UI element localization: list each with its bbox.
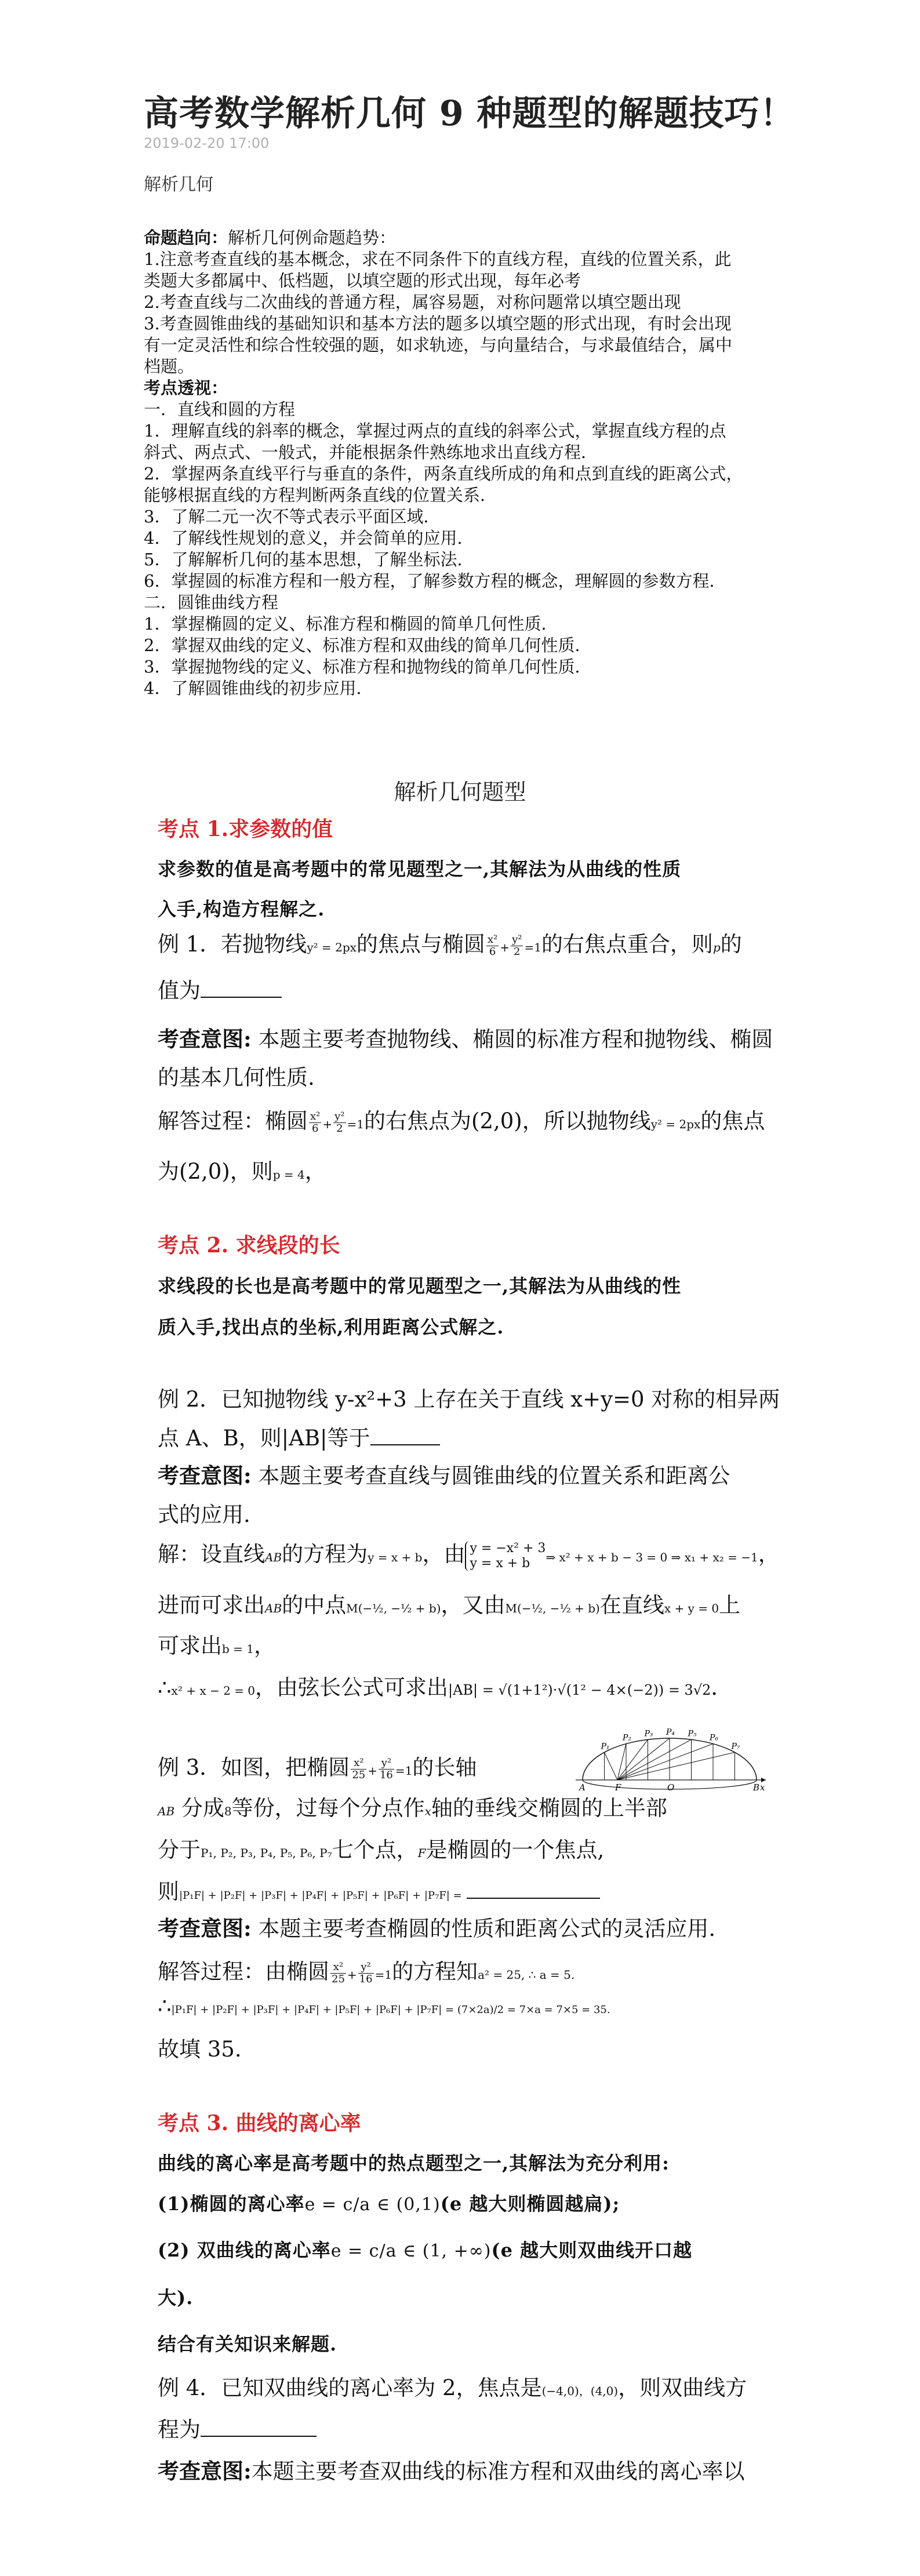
- ex3-2b: 分成: [174, 1796, 224, 1821]
- point-label-a: A: [579, 1782, 586, 1793]
- intro-line: [144, 592, 793, 613]
- kp3-item2-a: (2) 双曲线的离心率: [158, 2239, 331, 2261]
- kp2-sol5-a: 解答过程：由椭圆: [158, 1959, 329, 1984]
- intro-line-text: 2．掌握两条直线平行与垂直的条件，两条直线所成的角和点到直线的距离公式，: [144, 464, 743, 484]
- kp2-title: 考点 2. 求线段的长: [158, 1233, 340, 1258]
- kp3-intent-line: [158, 2454, 745, 2485]
- intro-line: [144, 613, 793, 635]
- intro-line-text: 2．掌握双曲线的定义、标准方程和双曲线的简单几何性质．: [144, 635, 592, 655]
- intro-line-text: 斜式、两点式、一般式，并能根据条件熟练地求出直线方程．: [144, 442, 598, 462]
- kp3-intent-label: 考查意图:: [158, 2458, 252, 2484]
- ellipse-figure-labels: [578, 1728, 765, 1793]
- kp2-intent-line2: 式的应用.: [158, 1502, 250, 1527]
- kp2-solution6-line: [158, 1993, 610, 2018]
- intro-line-text: 能够根据直线的方程判断两条直线的位置关系．: [144, 485, 497, 505]
- intro-line-text: 3.考查圆锥曲线的基础知识和基本方法的题多以填空题的形式出现，有时会出现: [144, 314, 732, 333]
- axis-label-x: x: [760, 1782, 765, 1793]
- kp2-sol3-c: ，: [254, 1633, 275, 1658]
- kp2-solution7-line: 故填 35.: [158, 2037, 242, 2062]
- intro-line: [144, 656, 793, 678]
- intro-line: [144, 227, 793, 249]
- kp2-intent3-text: 本题主要考查椭圆的性质和距离公式的灵活应用.: [251, 1916, 716, 1941]
- kp2-desc-line2: 质入手,找出点的坐标,利用距离公式解之.: [158, 1316, 504, 1338]
- ex4-question: 程为: [158, 2417, 201, 2442]
- kp2-sol1-ab: AB: [265, 1550, 282, 1564]
- kp1-sol-c: 的焦点: [700, 1109, 765, 1133]
- intro-line-text: 1．理解直线的斜率的概念，掌握过两点的直线的斜率公式，掌握直线方程的点: [144, 421, 726, 441]
- ex1-question: 值为: [158, 978, 201, 1003]
- intro-line: [144, 571, 793, 592]
- ex3-2d: 轴的垂线交椭圆的上半部: [431, 1796, 667, 1821]
- kp1-intent-label: 考查意图:: [158, 1026, 252, 1052]
- example-3-line4: [158, 1874, 600, 1905]
- kp2-solution-line4: [158, 1670, 732, 1701]
- kp3-item2-b: (e 越大则双曲线开口越: [491, 2239, 693, 2261]
- example-3-line1: 例 3．如图，把椭圆 $\frac{\text{x²}}{25}$ + $\frac{\text{y²}}{16}$ =1的长轴: [158, 1755, 477, 1781]
- ex4-sep: ，: [579, 2384, 591, 2398]
- kp2-sol1-eq: y = x + b: [368, 1550, 423, 1564]
- ex2-answer-blank[interactable]: [370, 1427, 440, 1445]
- ex1-tail: 的右焦点重合，则: [541, 932, 713, 957]
- ex3-4sum: |P₁F| + |P₂F| + |P₃F| + |P₄F| + |P₅F| + |P₆F| + |P₇F| =: [179, 1890, 462, 1902]
- kp2-sol2-line: x + y = 0: [664, 1601, 719, 1615]
- point-label-p2: P₂: [623, 1733, 632, 1743]
- kp1-intent-line1: [158, 1022, 773, 1053]
- intro-line: [144, 635, 793, 656]
- kp2-sol3-b: b = 1: [222, 1642, 254, 1656]
- intro-line-text: 3．掌握抛物线的定义、标准方程和抛物线的简单几何性质．: [144, 657, 592, 677]
- ex3-ab: AB: [158, 1804, 175, 1818]
- ex3-3b: 七个点，: [332, 1837, 418, 1862]
- intro-line-label: 命题趋向：: [144, 228, 228, 248]
- ex3-1b: 的长轴: [412, 1755, 477, 1780]
- intro-line: [144, 399, 793, 420]
- kp1-desc-line1: 求参数的值是高考题中的常见题型之一,其解法为从曲线的性质: [158, 858, 682, 880]
- kp2-sol2-c: ，又由: [441, 1593, 506, 1618]
- kp2-sol5-c: a² = 25, ∴ a = 5.: [478, 1968, 575, 1982]
- ex3-3c: 是椭圆的一个焦点,: [426, 1837, 605, 1862]
- kp2-sol1-a: 解：设直线: [158, 1542, 265, 1567]
- ex4-focus2: (4,0): [590, 2384, 619, 2398]
- point-label-p5: P₅: [688, 1729, 697, 1739]
- kp3-desc-end: 结合有关知识来解题.: [158, 2333, 337, 2355]
- intro-line-text: 一．直线和圆的方程: [144, 399, 296, 419]
- kp2-sol2-m2: M(−½, −½ + b): [505, 1601, 600, 1615]
- kp2-sol5-frac1: $\frac{\text{x²}}{25}$: [332, 1961, 345, 1985]
- kp1-sol2-b: ，: [304, 1159, 326, 1184]
- kp3-desc-line1: 曲线的离心率是高考题中的热点题型之一,其解法为充分利用:: [158, 2152, 670, 2174]
- intro-line-text: 4．了解线性规划的意义，并会简单的应用．: [144, 528, 474, 548]
- kp2-sol1-b: 的方程为: [282, 1542, 368, 1567]
- point-label-p3: P₃: [644, 1729, 653, 1739]
- ex1-p: p: [712, 940, 721, 954]
- intro-line-text: 类题大多都属中、低档题，以填空题的形式出现，每年必考: [144, 271, 581, 290]
- intro-line: [144, 356, 793, 377]
- kp2-solution-line1: [158, 1536, 780, 1571]
- ex3-2x: x: [424, 1804, 431, 1818]
- intro-line: [144, 292, 793, 313]
- kp2-desc-line1: 求线段的长也是高考题中的常见题型之一,其解法为从曲线的性: [158, 1275, 682, 1297]
- ex1-answer-blank[interactable]: [201, 979, 282, 998]
- kp2-sol2-b: 的中点: [282, 1593, 347, 1618]
- ex4-1b: ，则双曲线方: [618, 2375, 747, 2400]
- intro-line: [144, 249, 793, 270]
- focus-segment: [617, 1744, 713, 1780]
- point-label-b: B: [753, 1782, 760, 1793]
- kp2-sol2-m: M(−½, −½ + b): [346, 1601, 441, 1615]
- kp1-sol-frac2: $\frac{\text{y²}}{2}$: [334, 1110, 345, 1135]
- kp1-sol2-p: p = 4: [272, 1168, 305, 1182]
- kp2-sol6-a: ∴: [158, 1993, 172, 2018]
- kp2-solution5-line: 解答过程：由椭圆 $\frac{\text{x²}}{25}$ + $\frac{\text{y²}}{16}$ =1的方程知a² = 25, ∴ a = 5.: [158, 1959, 575, 1985]
- ellipse-figure: [571, 1715, 768, 1802]
- focus-segment: [605, 1752, 618, 1780]
- ex1-parabola-eq: y² = 2px: [307, 940, 357, 954]
- kp2-solution-line2: [158, 1587, 740, 1619]
- intro-line-text: 6．掌握圆的标准方程和一般方程，了解参数方程的概念，理解圆的参数方程．: [144, 571, 726, 591]
- point-label-p6: P₆: [710, 1733, 719, 1743]
- kp3-item2-e: e = c/a ∈ (1, +∞): [330, 2241, 492, 2261]
- intro-line: [144, 506, 793, 528]
- ex3-2c: 等份，过每个分点作: [231, 1796, 425, 1821]
- kp2-intent3-line: [158, 1911, 715, 1942]
- ex1-end: 的: [720, 932, 742, 957]
- kp2-sol1-c: ，由: [422, 1542, 466, 1567]
- ex3-frac2: $\frac{\text{y²}}{16}$: [379, 1757, 393, 1781]
- kp2-sol4-eq: x² + x − 2 = 0: [171, 1684, 255, 1698]
- ex3-answer-blank[interactable]: [467, 1880, 600, 1899]
- kp2-sol4-a: ∴: [158, 1675, 172, 1700]
- kp2-sol4-b: ，由弦长公式可求出: [255, 1675, 448, 1700]
- intro-line: [144, 335, 793, 356]
- kp1-sol-parabola: y² = 2px: [650, 1117, 701, 1131]
- article-category[interactable]: 解析几何: [144, 175, 213, 195]
- kp2-sol1-e: ，: [758, 1542, 780, 1567]
- kp3-item1: [158, 2189, 620, 2216]
- kp2-sol2-a: 进而可求出: [158, 1593, 265, 1618]
- kp2-intent-label: 考查意图:: [158, 1463, 252, 1488]
- focus-segment: [617, 1739, 692, 1780]
- kp2-sol4-c: ．: [711, 1675, 733, 1700]
- kp1-intent-text1: 本题主要考查抛物线、椭圆的标准方程和抛物线、椭圆: [251, 1027, 773, 1052]
- intro-line: [144, 678, 793, 699]
- ex3-3f: F: [417, 1846, 426, 1860]
- intro-line-text: 二．圆锥曲线方程: [144, 593, 279, 612]
- intro-line: [144, 549, 793, 571]
- point-label-p7: P₇: [731, 1742, 740, 1752]
- example-2-line2: [158, 1420, 440, 1452]
- ex2-question: 点 A、B，则|AB|等于: [158, 1426, 370, 1451]
- example-2-line1: 例 2．已知抛物线 y-x²+3 上存在关于直线 x+y=0 对称的相异两: [158, 1387, 780, 1412]
- kp2-sol5-frac2: $\frac{\text{y²}}{16}$: [359, 1961, 373, 1985]
- example-3-line3: [158, 1832, 604, 1863]
- intro-line-text: 有一定灵活性和综合性较强的题，如求轨迹，与向量结合，与求最值结合，属中: [144, 335, 733, 355]
- kp2-sol1-d: ⇒ x² + x + b − 3 = 0 ⇒ x₁ + x₂ = −1: [546, 1550, 758, 1564]
- kp2-intent3-label: 考查意图:: [158, 1916, 252, 1941]
- intro-line-text: 4．了解圆锥曲线的初步应用．: [144, 678, 373, 698]
- example-4-line1: [158, 2370, 747, 2401]
- intro-line: [144, 420, 793, 442]
- kp3-item2-cont: 大).: [158, 2287, 194, 2309]
- kp3-item1-b: (e 越大则椭圆越扁);: [440, 2193, 620, 2215]
- ex3-1a: 例 3．如图，把椭圆: [158, 1755, 350, 1780]
- kp1-title: 考点 1.求参数的值: [158, 817, 333, 841]
- kp3-item1-e: e = c/a ∈ (0,1): [304, 2194, 441, 2215]
- ex4-answer-blank[interactable]: [201, 2418, 317, 2437]
- intro-line: [144, 270, 793, 292]
- intro-block: [144, 227, 793, 699]
- article-title: 高考数学解析几何 9 种题型的解题技巧！: [144, 93, 795, 134]
- kp2-sys-eq1: y = −x² + 3: [470, 1540, 546, 1556]
- kp2-intent-line1: [158, 1458, 730, 1489]
- section-title: 解析几何题型: [394, 779, 526, 805]
- intro-line-text: 1.注意考查直线的基本概念，求在不同条件下的直线方程，直线的位置关系，此: [144, 249, 732, 269]
- kp1-intent-line2: 的基本几何性质.: [158, 1065, 315, 1090]
- kp1-sol-frac1: $\frac{\text{x²}}{6}$: [310, 1110, 321, 1135]
- point-label-p1: P₁: [601, 1742, 610, 1752]
- point-label-f: F: [615, 1782, 621, 1793]
- example-1-line2: [158, 973, 282, 1004]
- kp2-sol6-eq: |P₁F| + |P₂F| + |P₃F| + |P₄F| + |P₅F| + |P₆F| + |P₇F| = (7×2a)/2 = 7×a = 7×5 = 35.: [171, 2004, 610, 2016]
- ex3-3a: 分于: [158, 1837, 201, 1862]
- ex1-prefix: 例 1．若抛物线: [158, 932, 307, 957]
- kp2-sol5-b: 的方程知: [392, 1959, 478, 1984]
- intro-line: [144, 528, 793, 549]
- point-label-o: O: [667, 1782, 675, 1793]
- kp2-equation-system: [465, 1541, 546, 1571]
- example-1-line1: 例 1．若抛物线y² = 2px的焦点与椭圆 $\frac{\text{x²}}{6}$ + $\frac{\text{y²}}{2}$ =1的右焦点重合，则p的: [158, 932, 742, 958]
- kp1-sol-b: 的右焦点为(2,0)，所以抛物线: [364, 1109, 651, 1133]
- intro-line-text: 2.考查直线与二次曲线的普通方程，属容易题，对称问题常以填空题出现: [144, 292, 681, 312]
- ex3-2n: 8: [224, 1804, 232, 1818]
- kp1-sol2-a: 为(2,0)，则: [158, 1159, 273, 1184]
- kp2-sol4-len: |AB| = √(1+1²)·√(1² − 4×(−2)) = 3√2: [448, 1682, 711, 1698]
- kp1-sol-a: 解答过程：椭圆: [158, 1109, 308, 1133]
- ex4-focus1: (−4,0): [541, 2384, 579, 2398]
- intro-line: [144, 377, 793, 399]
- intro-line: [144, 485, 793, 506]
- intro-line-text: 档题。: [144, 357, 195, 376]
- x-axis-arrow: [761, 1778, 766, 1782]
- kp1-desc-line2: 入手,构造方程解之.: [158, 898, 325, 920]
- kp2-sol3-a: 可求出: [158, 1633, 222, 1658]
- point-label-p4: P₄: [666, 1728, 675, 1737]
- kp3-item2: [158, 2236, 692, 2262]
- kp2-intent-text1: 本题主要考查直线与圆锥曲线的位置关系和距离公: [251, 1463, 730, 1488]
- intro-line: [144, 463, 793, 485]
- intro-line-text: 3．了解二元一次不等式表示平面区域．: [144, 507, 441, 526]
- example-4-line2: [158, 2412, 317, 2443]
- intro-line-text: 解析几何例命题趋势：: [228, 228, 397, 248]
- intro-line-label: 考点透视：: [144, 378, 228, 398]
- kp3-title: 考点 3. 曲线的离心率: [158, 2111, 361, 2135]
- kp3-item1-a: (1)椭圆的离心率: [158, 2193, 305, 2215]
- kp2-solution-line3: [158, 1628, 275, 1659]
- kp1-sol-rhs: =1: [347, 1117, 365, 1131]
- kp2-sol2-d: 在直线: [599, 1593, 664, 1618]
- publish-date: 2019-02-20 17:00: [144, 135, 270, 151]
- intro-line: [144, 313, 793, 335]
- kp1-solution-line1: 解答过程：椭圆 $\frac{\text{x²}}{6}$ + $\frac{\text{y²}}{2}$ =1的右焦点为(2,0)，所以抛物线y² = 2px的焦点: [158, 1109, 765, 1135]
- ex3-points: P₁, P₂, P₃, P₄, P₅, P₆, P₇: [201, 1846, 332, 1860]
- ex3-frac1: $\frac{\text{x²}}{25}$: [352, 1757, 366, 1781]
- intro-line-text: 5．了解解析几何的基本思想，了解坐标法．: [144, 550, 474, 569]
- ex1-ellipse-rhs: =1: [524, 940, 541, 954]
- kp2-sol2-e: 上: [719, 1593, 741, 1618]
- kp3-intent-text: 本题主要考查双曲线的标准方程和双曲线的离心率以: [251, 2459, 745, 2484]
- ex1-ellipse-frac2: $\frac{\text{y²}}{2}$: [512, 933, 522, 958]
- ex3-4a: 则: [158, 1879, 179, 1904]
- ex1-mid: 的焦点与椭圆: [356, 932, 485, 957]
- kp2-sys-eq2: y = x + b: [470, 1556, 530, 1571]
- ex1-ellipse-frac1: $\frac{\text{x²}}{6}$: [487, 933, 498, 958]
- kp1-solution-line2: [158, 1154, 326, 1185]
- kp2-sol2-ab: AB: [265, 1601, 282, 1615]
- ex4-1a: 例 4．已知双曲线的离心率为 2，焦点是: [158, 2375, 542, 2400]
- intro-line: [144, 442, 793, 463]
- intro-line-text: 1．掌握椭圆的定义、标准方程和椭圆的简单几何性质．: [144, 614, 558, 634]
